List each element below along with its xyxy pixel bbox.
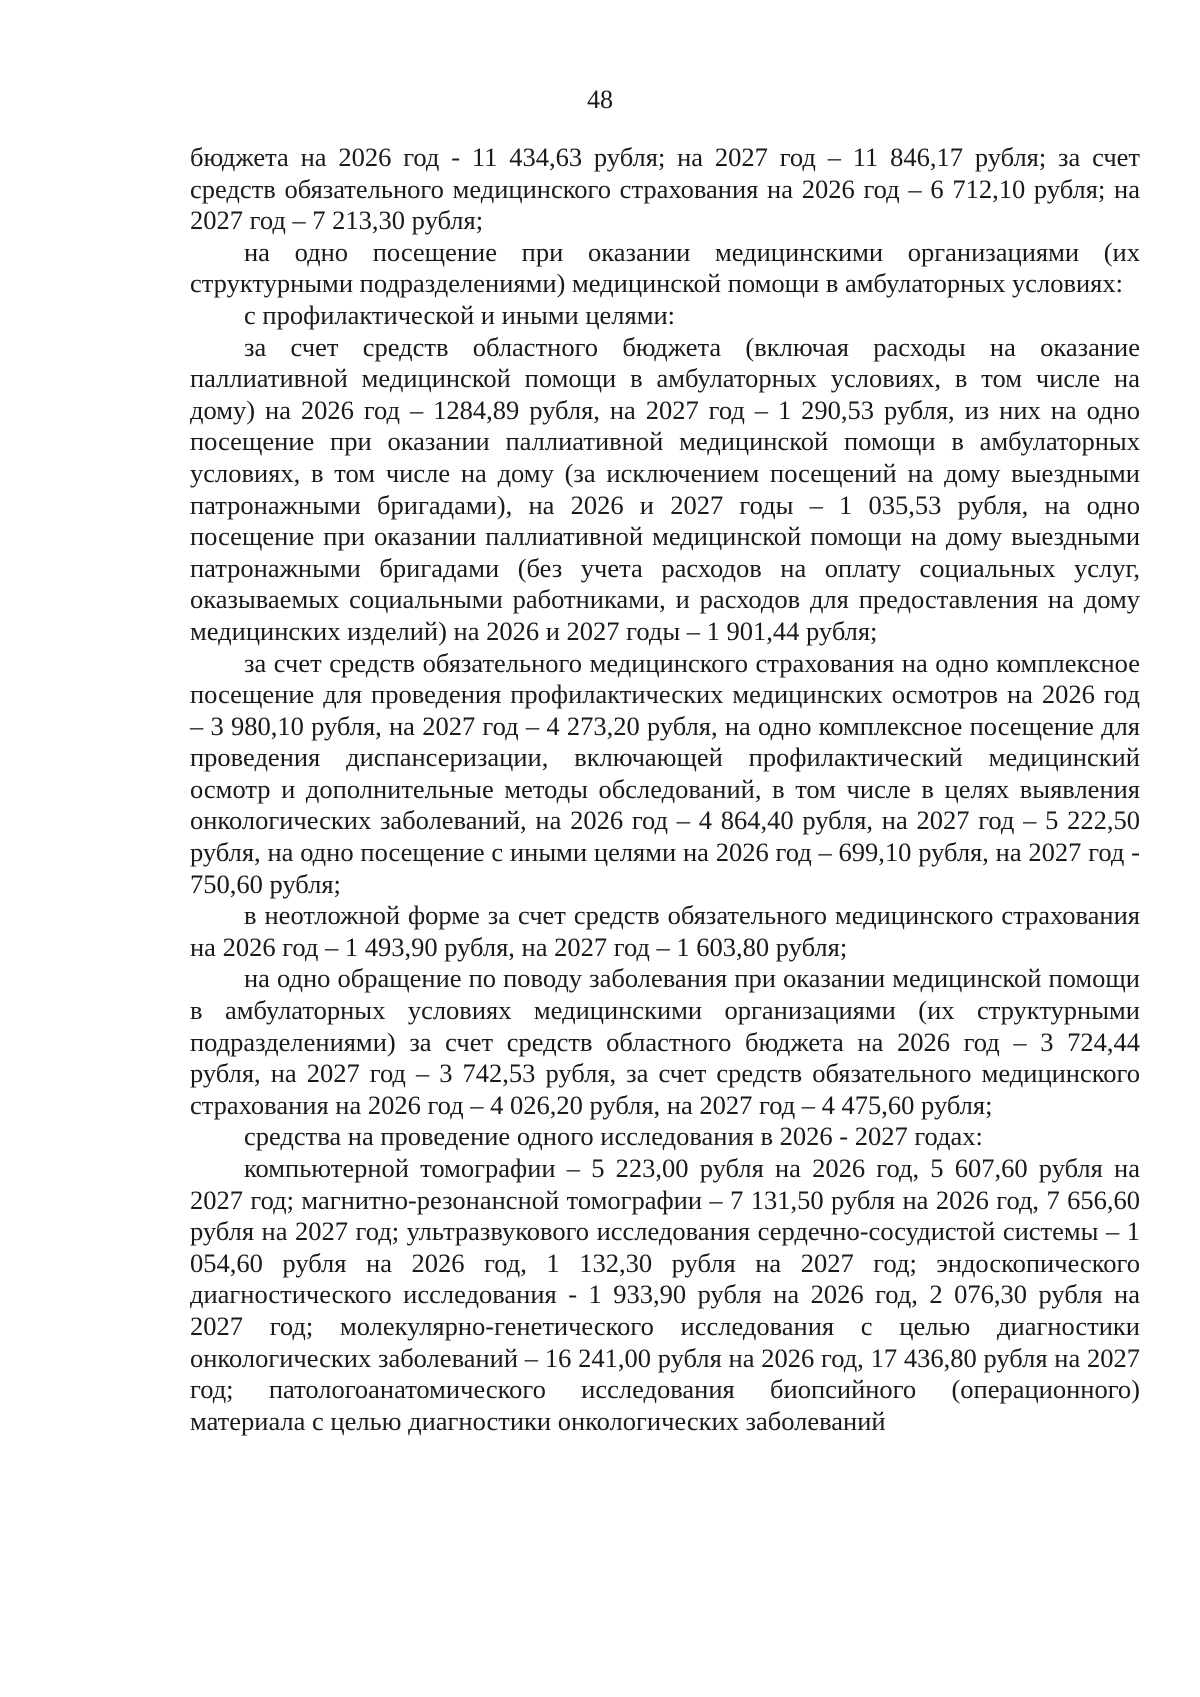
paragraph-per-disease-appeal: на одно обращение по поводу заболевания при оказании медицинской помощи в амбулаторных условиях медицинскими организациями (их структурными подразделениями) за счет средств областного бюджета на 2026 год – 3 724,44 рубля, на 2027 год – 3 742,53 рубля, за счет средств обязательного медицинского страхования на 2026 год – 4 026,20 рубля, на 2027 год – 4 475,60 рубля; bbox=[190, 963, 1140, 1120]
paragraph-research-funding: средства на проведение одного исследования в 2026 - 2027 годах: bbox=[244, 1121, 983, 1152]
paragraph-urgent-form: в неотложной форме за счет средств обязательного медицинского страхования на 2026 год – 1 493,90 рубля, на 2027 год – 1 603,80 рубля; bbox=[190, 900, 1140, 962]
paragraph-preventive-purposes: с профилактической и иными целями: bbox=[244, 299, 676, 330]
paragraph-oms-complex-visits: за счет средств обязательного медицинского страхования на одно комплексное посещение для проведения профилактических медицинских осмотров на 2026 год – 3 980,10 рубля, на 2027 год – 4 273,20 рубля, на одно комплексное посещение для проведения диспансеризации, включающей профилактический медицинский осмотр и дополнительные методы обследований, в том числе в целях выявления онкологических заболеваний, на 2026 год – 4 864,40 рубля, на 2027 год – 5 222,50 рубля, на одно посещение с иными целями на 2026 год – 699,10 рубля, на 2027 год - 750,60 рубля; bbox=[190, 647, 1140, 899]
paragraph-diagnostic-studies: компьютерной томографии – 5 223,00 рубля на 2026 год, 5 607,60 рубля на 2027 год; магнитно-резонансной томографии – 7 131,50 рубля на 2026 год, 7 656,60 рубля на 2027 год; ультразвукового исследования сердечно-сосудистой системы – 1 054,60 рубля на 2026 год, 1 132,30 рубля на 2027 год; эндоскопического диагностического исследования - 1 933,90 рубля на 2026 год, 2 076,30 рубля на 2027 год; молекулярно-генетического исследования с целью диагностики онкологических заболеваний – 16 241,00 рубля на 2026 год, 17 436,80 рубля на 2027 год; патологоанатомического исследования биопсийного (операционного) материала с целью диагностики онкологических заболеваний bbox=[190, 1153, 1140, 1436]
document-body bbox=[190, 142, 1140, 1437]
paragraph-regional-budget-palliative: за счет средств областного бюджета (включая расходы на оказание паллиативной медицинской помощи в амбулаторных условиях, в том числе на дому) на 2026 год – 1284,89 рубля, на 2027 год – 1 290,53 рубля, из них на одно посещение при оказании паллиативной медицинской помощи в амбулаторных условиях, в том числе на дому (за исключением посещений на дому выездными патронажными бригадами), на 2026 и 2027 годы – 1 035,53 рубля, на одно посещение при оказании паллиативной медицинской помощи на дому выездными патронажными бригадами (без учета расходов на оплату социальных услуг, оказываемых социальными работниками, и расходов для предоставления на дому медицинских изделий) на 2026 и 2027 годы – 1 901,44 рубля; bbox=[190, 331, 1140, 646]
paragraph-per-visit-ambulatory: на одно посещение при оказании медицинскими организациями (их структурными подразделениями) медицинской помощи в амбулаторных условиях: bbox=[190, 236, 1140, 299]
paragraph-budget-continuation: бюджета на 2026 год - 11 434,63 рубля; на 2027 год – 11 846,17 рубля; за счет средств обязательного медицинского страхования на 2026 год – 6 712,10 рубля; на 2027 год – 7 213,30 рубля; bbox=[190, 142, 1140, 236]
page-number: 48 bbox=[587, 85, 613, 114]
